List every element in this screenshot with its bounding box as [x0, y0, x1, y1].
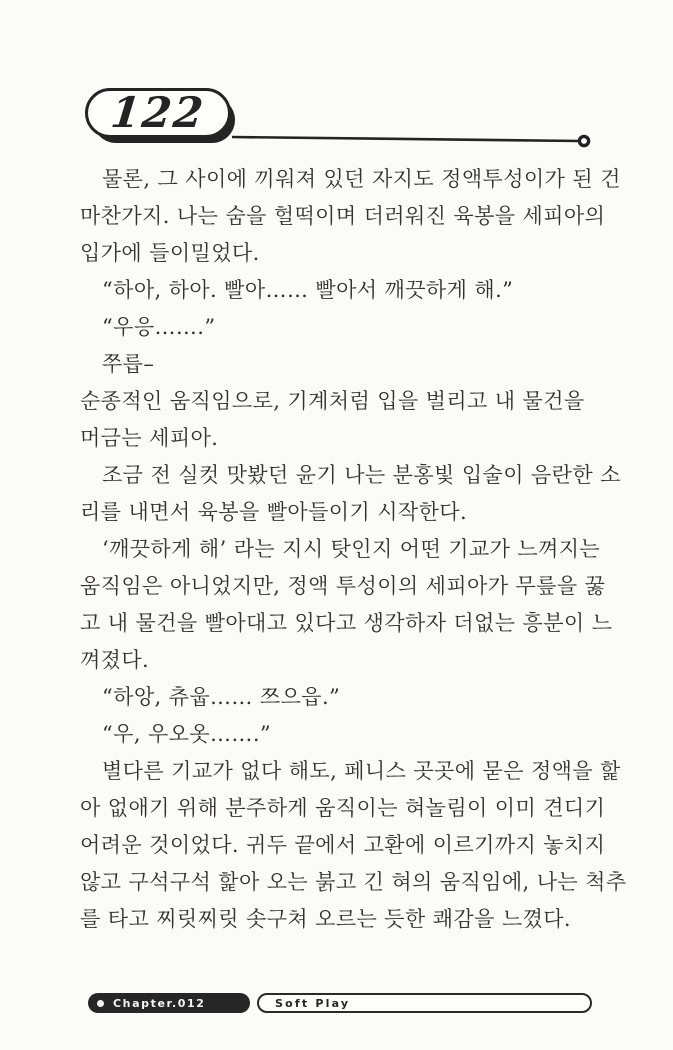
body-line: 고 내 물건을 빨아대고 있다고 생각하자 더없는 흥분이 느 — [80, 611, 613, 635]
body-line: 입가에 들이밀었다. — [80, 241, 260, 265]
body-line: 리를 내면서 육봉을 빨아들이기 시작한다. — [80, 500, 468, 524]
chapter-pill — [88, 993, 250, 1013]
body-line: 움직임은 아니었지만, 정액 투성이의 세피아가 무릎을 꿇 — [80, 574, 606, 598]
body-line: 조금 전 실컷 맛봤던 윤기 나는 분홍빛 입술이 음란한 소 — [102, 463, 621, 487]
body-line: 껴졌다. — [80, 648, 150, 672]
body-line: “우응…….” — [102, 315, 216, 339]
body-line: ‘깨끗하게 해’ 라는 지시 탓인지 어떤 기교가 느껴지는 — [102, 537, 601, 561]
body-line: 마찬가지. 나는 숨을 헐떡이며 더러워진 육봉을 세피아의 — [80, 204, 606, 228]
page-number: 122 — [108, 88, 208, 137]
body-line: 순종적인 움직임으로, 기계처럼 입을 벌리고 내 물건을 — [80, 389, 585, 413]
body-line: 를 타고 찌릿찌릿 솟구쳐 오르는 듯한 쾌감을 느꼈다. — [80, 907, 572, 931]
body-line: 쭈릅– — [102, 352, 155, 376]
body-line: 어려운 것이었다. 귀두 끝에서 고환에 이르기까지 놓치지 — [80, 833, 606, 857]
chapter-label: Chapter.012 — [113, 997, 206, 1010]
header-rule-line — [232, 128, 597, 156]
line-end-ring-icon — [579, 136, 588, 145]
body-line: “하앙, 츄웁…… 쯔으읍.” — [102, 685, 341, 709]
bullet-dot-icon — [97, 1000, 104, 1007]
body-line: 않고 구석구석 핥아 오는 붉고 긴 혀의 움직임에, 나는 척추 — [80, 870, 627, 894]
body-line: 물론, 그 사이에 끼워져 있던 자지도 정액투성이가 된 건 — [102, 167, 621, 191]
section-pill — [257, 993, 592, 1013]
body-line: “우, 우오옷…….” — [102, 722, 272, 746]
section-label: Soft Play — [275, 997, 351, 1010]
body-line: “하아, 하아. 빨아…… 빨아서 깨끗하게 해.” — [102, 278, 514, 302]
page-number-badge — [85, 88, 231, 138]
body-line: 별다른 기교가 없다 해도, 페니스 곳곳에 묻은 정액을 핥 — [102, 759, 621, 783]
body-text — [80, 161, 627, 938]
body-line: 머금는 세피아. — [80, 426, 219, 450]
body-line: 아 없애기 위해 분주하게 움직이는 혀놀림이 이미 견디기 — [80, 796, 606, 820]
